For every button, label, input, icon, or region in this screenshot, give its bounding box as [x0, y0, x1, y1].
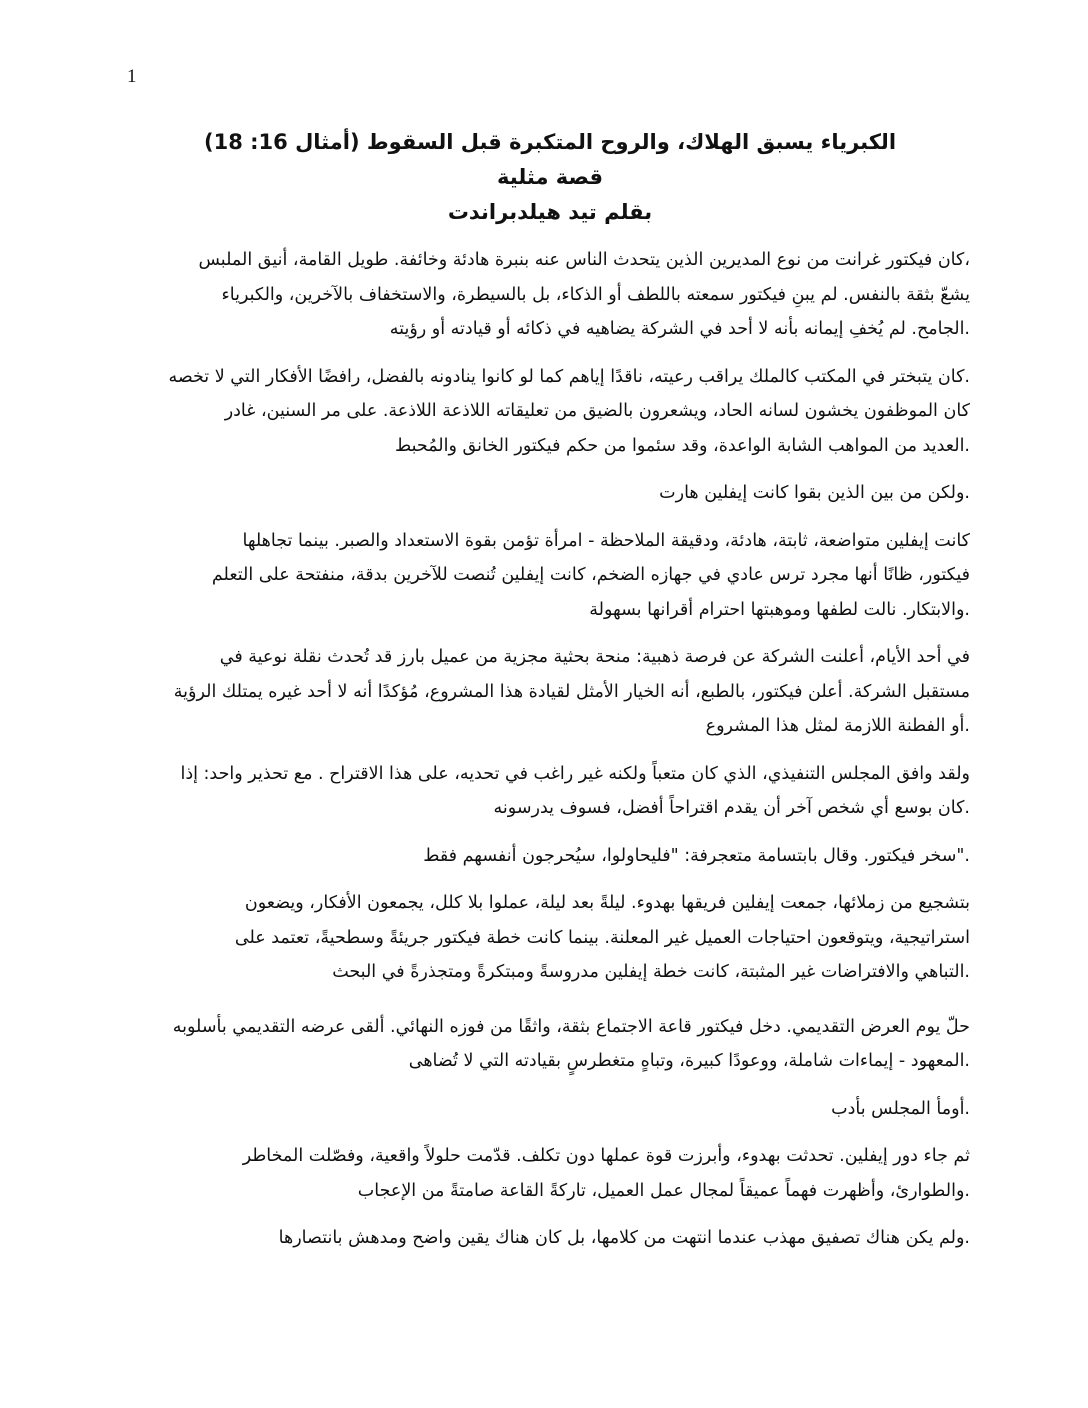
text-line: .الجامح. لم يُخفِ إيمانه بأنه لا أحد في الشركة يضاهيه في ذكائه أو قيادته أو رؤيته: [389, 319, 970, 339]
page-number: 1: [127, 66, 137, 87]
text-line: بتشجيع من زملائها، جمعت إيفلين فريقها بهدوء. ليلةً بعد ليلة، عملوا بلا كلل، يجمعون الأفكار، ويضعون: [244, 893, 970, 913]
text-line: .التباهي والافتراضات غير المثبتة، كانت خطة إيفلين مدروسةً ومبتكرةً ومتجذرةً في البحث: [332, 962, 970, 982]
text-line: ثم جاء دور إيفلين. تحدثت بهدوء، وأبرزت قوة عملها دون تكلف. قدّمت حلولاً واقعية، وفصّلت المخاطر: [242, 1146, 970, 1166]
text-line: في أحد الأيام، أعلنت الشركة عن فرصة ذهبية: منحة بحثية مجزية من عميل بارز قد تُحدث نقلة نوعية في: [219, 647, 970, 667]
text-line: .المعهود - إيماءات شاملة، ووعودًا كبيرة، وتباهٍ متغطرسٍ بقيادته التي لا تُضاهى: [408, 1051, 970, 1071]
paragraph: [138, 360, 970, 464]
paragraph: [138, 1092, 970, 1127]
paragraph: [138, 243, 970, 347]
text-line: ولقد وافق المجلس التنفيذي، الذي كان متعباً ولكنه غير راغب في تحديه، على هذا الاقتراح . مع تحذير واحد: إذا: [180, 763, 970, 784]
text-line: .والابتكار. نالت لطفها وموهبتها احترام أقرانها بسهولة: [589, 599, 970, 620]
document-header: [150, 125, 950, 230]
paragraph: [138, 1010, 970, 1079]
paragraph: [138, 1221, 970, 1256]
text-line: فيكتور، ظانًا أنها مجرد ترس عادي في جهازه الضخم، كانت إيفلين تُنصت للآخرين بدقة، منفتحة على التعلم: [211, 565, 970, 585]
text-line: مستقبل الشركة. أعلن فيكتور، بالطبع، أنه الخيار الأمثل لقيادة هذا المشروع، مُؤكدًا أنه لا أحد غيره يمتلك الرؤية: [173, 681, 970, 702]
text-line: ،كان فيكتور غرانت من نوع المديرين الذين يتحدث الناس عنه بنبرة هادئة وخائفة. طويل القامة، أنيق الملبس: [198, 250, 970, 270]
text-line: .العديد من المواهب الشابة الواعدة، وقد سئموا من حكم فيكتور الخانق والمُحبط: [395, 435, 970, 456]
text-line: .أو الفطنة اللازمة لمثل هذا المشروع: [705, 716, 970, 736]
paragraph: [138, 524, 970, 628]
document-author: بقلم تيد هيلدبراندت: [447, 200, 653, 224]
paragraph: [138, 476, 970, 511]
paragraph: [138, 839, 970, 874]
text-line: .كان بوسع أي شخص آخر أن يقدم اقتراحاً أفضل، فسوف يدرسونه: [493, 798, 970, 818]
text-line: .ولكن من بين الذين بقوا كانت إيفلين هارت: [659, 483, 970, 503]
text-line: يشعّ بثقة بالنفس. لم يبنِ فيكتور سمعته باللطف أو الذكاء، بل بالسيطرة، والاستخفاف بالآخرين، والكبرياء: [221, 284, 970, 305]
text-line: .ولم يكن هناك تصفيق مهذب عندما انتهت من كلامها، بل كان هناك يقين واضح ومدهش بانتصارها: [278, 1228, 970, 1248]
text-line: ."سخر فيكتور. وقال بابتسامة متعجرفة: "فليحاولوا، سيُحرجون أنفسهم فقط: [423, 845, 970, 866]
text-line: .والطوارئ، وأظهرت فهماً عميقاً لمجال عمل العميل، تاركةً القاعة صامتةً من الإعجاب: [357, 1180, 970, 1201]
paragraph: [138, 1139, 970, 1208]
document-title: الكبرياء يسبق الهلاك، والروح المتكبرة قبل السقوط (أمثال 16: 18): [203, 130, 897, 154]
text-line: .أومأ المجلس بأدب: [831, 1098, 970, 1119]
document-subtitle: قصة مثلية: [497, 165, 603, 189]
text-line: كانت إيفلين متواضعة، ثابتة، هادئة، ودقيقة الملاحظة - امرأة تؤمن بقوة الاستعداد والصبر. بينما تجاهلها: [242, 530, 970, 551]
paragraph: [138, 886, 970, 990]
paragraph: [138, 640, 970, 744]
text-line: حلّ يوم العرض التقديمي. دخل فيكتور قاعة الاجتماع بثقة، واثقًا من فوزه النهائي. ألقى عرضه التقديمي بأسلوبه: [172, 1016, 970, 1037]
text-line: كان الموظفون يخشون لسانه الحاد، ويشعرون بالضيق من تعليقاته اللاذعة اللاذعة. على مر السنين، غادر: [224, 401, 970, 421]
text-line: استراتيجية، ويتوقعون احتياجات العميل غير المعلنة. بينما كانت خطة فيكتور جريئةً وسطحيةً، تعتمد على: [234, 927, 970, 948]
text-line: .كان يتبختر في المكتب كالملك يراقب رعيته، ناقدًا إياهم كما لو كانوا ينادونه بالفضل، رافضًا الأفكار التي لا تخصه: [168, 366, 970, 387]
paragraph: [138, 757, 970, 826]
document-body: [138, 243, 970, 1269]
